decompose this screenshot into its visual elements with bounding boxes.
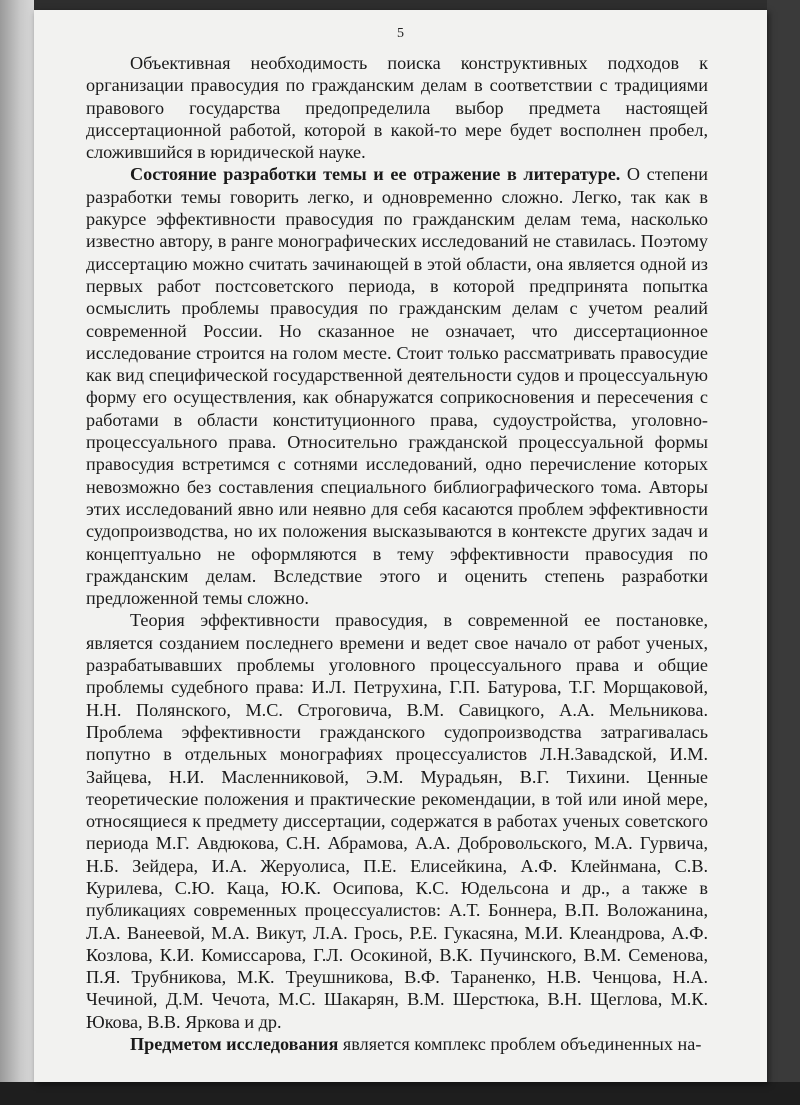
scan-right-edge [767, 0, 800, 1105]
paragraph-4-text: является комплекс проблем объединенных на- [338, 1034, 702, 1055]
paragraph-2-text: О степени разработки темы говорить легко, и одновременно сложно. Легко, так как в ракурсе эффективности правосудия по гражданским делам тема, насколько известно автору, в ранге монографических исследований не ставилась. Поэтому диссертацию можно считать зачинающей в этой области, она является одной из первых работ постсоветского периода, в которой предпринята попытка осмыслить проблемы правосудия по гражданским делам с учетом реалий современной России. Но сказанное не означает, что диссертационное исследование строится на голом месте. Стоит только рассматривать правосудие как вид специфической государственной деятельности судов и процессуальную форму его осуществления, как обнаружатся соприкосновения и пересечения с работами в области конституционного права, судоустройства, уголовно-процессуального права. Относительно гражданской процессуальной формы правосудия встретимся с сотнями исследований, одно перечисление которых невозможно без составления специального библиографического тома. Авторы этих исследований явно или неявно для себя касаются проблем эффективности судопроизводства, но их положения высказываются в контексте других задач и концептуально не оформляются в тему эффективности правосудия по гражданским делам. Вследствие этого и оценить степень разработки предложенной темы сложно. [86, 164, 709, 609]
page-body [86, 52, 708, 1055]
paragraph-2 [86, 163, 708, 609]
paragraph-1: Объективная необходимость поиска конструктивных подходов к организации правосудия по гражданским делам в соответствии с традициями правового государства предопределила выбор предмета настоящей диссертационной работой, которой в какой-то мере будет восполнен пробел, сложившийся в юридической науке. [86, 53, 708, 163]
document-page [34, 10, 767, 1082]
paragraph-2-heading: Состояние разработки темы и ее отражение в литературе. [130, 164, 621, 185]
paragraph-4 [86, 1033, 708, 1055]
scan-bottom-edge [0, 1082, 800, 1105]
paragraph-4-heading: Предметом исследования [130, 1034, 339, 1055]
page-number: 5 [397, 26, 404, 41]
scan-left-edge [0, 0, 34, 1105]
paragraph-3: Теория эффективности правосудия, в современной ее постановке, является созданием последнего времени и ведет свое начало от работ ученых, разрабатывавших проблемы уголовного процессуального права и общие проблемы судебного права: И.Л. Петрухина, Г.П. Батурова, Т.Г. Морщаковой, Н.Н. Полянского, М.С. Строговича, В.М. Савицкого, А.А. Мельникова. Проблема эффективности гражданского судопроизводства затрагивалась попутно в отдельных монографиях процессуалистов Л.Н.Завадской, И.М. Зайцева, Н.И. Масленниковой, Э.М. Мурадьян, В.Г. Тихини. Ценные теоретические положения и практические рекомендации, в той или иной мере, относящиеся к предмету диссертации, содержатся в работах ученых советского периода М.Г. Авдюкова, С.Н. Абрамова, А.А. Добровольского, М.А. Гурвича, Н.Б. Зейдера, И.А. Жеруолиса, П.Е. Елисейкина, А.Ф. Клейнмана, С.В. Курилева, С.Ю. Каца, Ю.К. Осипова, К.С. Юдельсона и др., а также в публикациях современных процессуалистов: А.Т. Боннера, В.П. Воложанина, Л.А. Ванеевой, М.А. Викут, Л.А. Грось, Р.Е. Гукасяна, М.И. Клеандрова, А.Ф. Козлова, К.И. Комиссарова, Г.Л. Осокиной, В.К. Пучинского, В.М. Семенова, П.Я. Трубникова, М.К. Треушникова, В.Ф. Тараненко, Н.В. Ченцова, Н.А. Чечиной, Д.М. Чечота, М.С. Шакарян, В.М. Шерстюка, В.Н. Щеглова, М.К. Юкова, В.В. Яркова и др. [86, 610, 708, 1032]
